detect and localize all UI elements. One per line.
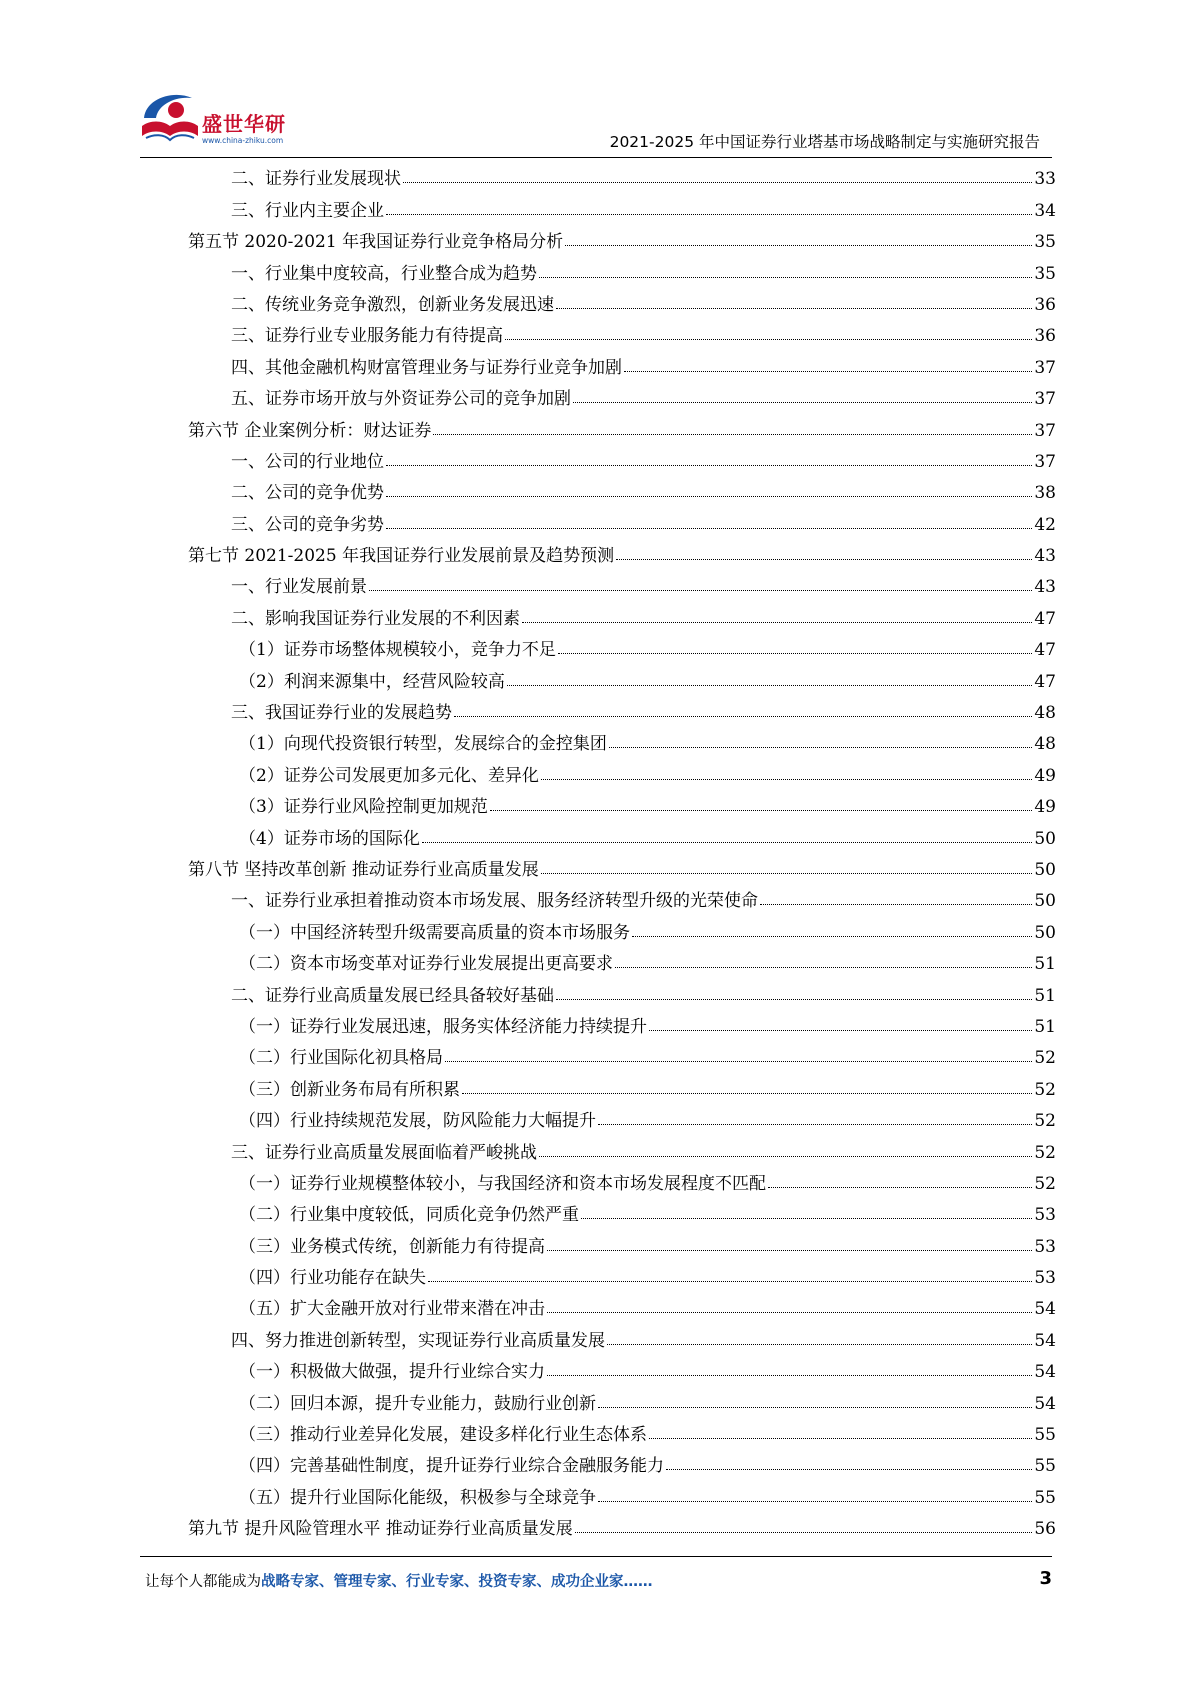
toc-entry[interactable]: [188, 723, 1056, 754]
toc-entry[interactable]: [188, 1288, 1056, 1319]
toc-entry-page: 50: [1034, 828, 1056, 849]
toc-entry-page: 54: [1034, 1393, 1056, 1414]
toc-dot-leader: [768, 1187, 1032, 1188]
toc-entry-page: 35: [1034, 232, 1056, 253]
toc-entry-page: 36: [1034, 294, 1056, 315]
toc-entry[interactable]: [188, 535, 1056, 566]
toc-entry-page: 49: [1034, 765, 1056, 786]
toc-entry-page: 51: [1034, 985, 1056, 1006]
toc-dot-leader: [547, 1312, 1032, 1313]
toc-entry-title: （一）证券行业发展迅速，服务实体经济能力持续提升: [239, 1016, 647, 1037]
toc-dot-leader: [558, 653, 1033, 654]
slogan-highlight: 战略专家、管理专家、行业专家、投资专家、成功企业家……: [261, 1574, 653, 1590]
toc-entry-title: 第九节 提升风险管理水平 推动证券行业高质量发展: [188, 1519, 573, 1540]
toc-dot-leader: [649, 1030, 1032, 1031]
toc-dot-leader: [607, 1344, 1032, 1345]
toc-entry-title: 二、影响我国证券行业发展的不利因素: [231, 608, 520, 629]
toc-entry-page: 37: [1034, 389, 1056, 410]
toc-entry[interactable]: [188, 786, 1056, 817]
toc-entry-title: （2）证券公司发展更加多元化、差异化: [239, 765, 539, 786]
toc-entry-page: 38: [1034, 483, 1056, 504]
toc-dot-leader: [403, 182, 1032, 183]
toc-entry-page: 52: [1034, 1173, 1056, 1194]
toc-entry[interactable]: [188, 1100, 1056, 1131]
toc-entry[interactable]: [188, 660, 1056, 691]
toc-entry-title: 三、证券行业高质量发展面临着严峻挑战: [231, 1142, 537, 1163]
toc-entry[interactable]: [188, 1068, 1056, 1099]
toc-entry[interactable]: [188, 252, 1056, 283]
toc-dot-leader: [598, 1501, 1032, 1502]
toc-dot-leader: [615, 967, 1032, 968]
toc-entry-title: （四）行业功能存在缺失: [239, 1268, 426, 1289]
toc-entry-title: （一）证券行业规模整体较小，与我国经济和资本市场发展程度不匹配: [239, 1173, 766, 1194]
toc-entry[interactable]: [188, 503, 1056, 534]
toc-entry-title: （二）行业集中度较低，同质化竞争仍然严重: [239, 1205, 579, 1226]
toc-entry-title: （五）扩大金融开放对行业带来潜在冲击: [239, 1299, 545, 1320]
toc-entry[interactable]: [188, 849, 1056, 880]
toc-entry-page: 51: [1034, 954, 1056, 975]
toc-dot-leader: [666, 1469, 1032, 1470]
toc-dot-leader: [547, 1250, 1032, 1251]
toc-entry[interactable]: [188, 1163, 1056, 1194]
toc-entry-title: 三、行业内主要企业: [231, 200, 384, 221]
toc-entry[interactable]: [188, 817, 1056, 848]
toc-entry[interactable]: [188, 1131, 1056, 1162]
toc-entry-title: （3）证券行业风险控制更加规范: [239, 797, 488, 818]
toc-entry-title: 四、努力推进创新转型，实现证券行业高质量发展: [231, 1330, 605, 1351]
toc-entry-title: 二、公司的竞争优势: [231, 483, 384, 504]
toc-entry-title: （4）证券市场的国际化: [239, 828, 420, 849]
toc-entry[interactable]: [188, 692, 1056, 723]
toc-entry[interactable]: [188, 1257, 1056, 1288]
toc-entry-title: 三、公司的竞争劣势: [231, 514, 384, 535]
toc-entry-page: 55: [1034, 1487, 1056, 1508]
toc-entry-title: （一）积极做大做强，提升行业综合实力: [239, 1362, 545, 1383]
company-logo: [140, 84, 310, 150]
footer-divider: [140, 1556, 1052, 1557]
footer-slogan: [145, 1570, 653, 1591]
toc-entry-title: （四）行业持续规范发展，防风险能力大幅提升: [239, 1111, 596, 1132]
toc-entry-title: （三）业务模式传统，创新能力有待提高: [239, 1236, 545, 1257]
toc-entry-title: 五、证券市场开放与外资证券公司的竞争加剧: [231, 389, 571, 410]
toc-dot-leader: [422, 842, 1033, 843]
toc-dot-leader: [616, 559, 1032, 560]
toc-entry-title: （三）创新业务布局有所积累: [239, 1079, 460, 1100]
toc-entry-page: 52: [1034, 1111, 1056, 1132]
toc-dot-leader: [541, 779, 1033, 780]
toc-entry[interactable]: [188, 315, 1056, 346]
toc-entry-title: 一、行业集中度较高，行业整合成为趋势: [231, 263, 537, 284]
toc-entry[interactable]: [188, 629, 1056, 660]
toc-entry-title: 四、其他金融机构财富管理业务与证券行业竞争加剧: [231, 357, 622, 378]
toc-entry[interactable]: [188, 597, 1056, 628]
toc-entry-page: 48: [1034, 734, 1056, 755]
toc-entry-title: （1）向现代投资银行转型，发展综合的金控集团: [239, 734, 607, 755]
toc-entry[interactable]: [188, 1319, 1056, 1350]
toc-dot-leader: [454, 716, 1032, 717]
toc-entry-page: 54: [1034, 1330, 1056, 1351]
toc-entry-page: 42: [1034, 514, 1056, 535]
toc-entry-page: 55: [1034, 1425, 1056, 1446]
toc-entry[interactable]: [188, 221, 1056, 252]
toc-entry-title: （2）利润来源集中，经营风险较高: [239, 671, 505, 692]
toc-entry-title: 第七节 2021-2025 年我国证券行业发展前景及趋势预测: [188, 546, 615, 567]
toc-entry-title: 二、证券行业高质量发展已经具备较好基础: [231, 985, 554, 1006]
toc-entry[interactable]: [188, 1476, 1056, 1507]
toc-entry[interactable]: [188, 943, 1056, 974]
toc-entry[interactable]: [188, 1037, 1056, 1068]
toc-entry-title: 一、证券行业承担着推动资本市场发展、服务经济转型升级的光荣使命: [231, 891, 758, 912]
toc-dot-leader: [445, 1061, 1032, 1062]
toc-entry-title: 一、行业发展前景: [231, 577, 367, 598]
page-header: [140, 80, 1052, 158]
toc-entry-title: 二、传统业务竞争激烈，创新业务发展迅速: [231, 294, 554, 315]
toc-entry-title: （二）资本市场变革对证券行业发展提出更高要求: [239, 954, 613, 975]
toc-entry[interactable]: [188, 409, 1056, 440]
toc-entry-title: 一、公司的行业地位: [231, 451, 384, 472]
toc-entry[interactable]: [188, 1225, 1056, 1256]
toc-entry-page: 47: [1034, 608, 1056, 629]
toc-entry-page: 53: [1034, 1268, 1056, 1289]
toc-entry-page: 56: [1034, 1519, 1056, 1540]
toc-entry[interactable]: [188, 1382, 1056, 1413]
report-title: 2021-2025 年中国证券行业塔基市场战略制定与实施研究报告: [609, 133, 1040, 151]
toc-entry-page: 50: [1034, 859, 1056, 880]
toc-entry[interactable]: [188, 880, 1056, 911]
toc-entry-page: 47: [1034, 671, 1056, 692]
toc-entry-page: 36: [1034, 326, 1056, 347]
toc-dot-leader: [386, 465, 1032, 466]
toc-entry-title: （四）完善基础性制度，提升证券行业综合金融服务能力: [239, 1456, 664, 1477]
toc-entry-page: 37: [1034, 420, 1056, 441]
toc-entry-title: 三、我国证券行业的发展趋势: [231, 703, 452, 724]
toc-entry-page: 53: [1034, 1236, 1056, 1257]
toc-entry-title: 第五节 2020-2021 年我国证券行业竞争格局分析: [188, 232, 564, 253]
toc-entry-page: 51: [1034, 1016, 1056, 1037]
toc-entry-page: 35: [1034, 263, 1056, 284]
toc-entry-page: 47: [1034, 640, 1056, 661]
toc-dot-leader: [581, 1218, 1032, 1219]
toc-entry[interactable]: [188, 566, 1056, 597]
toc-entry[interactable]: [188, 1508, 1056, 1539]
toc-dot-leader: [386, 528, 1032, 529]
toc-entry-title: 第八节 坚持改革创新 推动证券行业高质量发展: [188, 859, 539, 880]
toc-entry-page: 52: [1034, 1142, 1056, 1163]
toc-entry-title: 二、证券行业发展现状: [231, 169, 401, 190]
toc-entry-page: 55: [1034, 1456, 1056, 1477]
toc-dot-leader: [565, 245, 1032, 246]
toc-dot-leader: [598, 1124, 1032, 1125]
toc-entry-page: 50: [1034, 891, 1056, 912]
toc-dot-leader: [369, 590, 1032, 591]
toc-entry-page: 54: [1034, 1299, 1056, 1320]
toc-dot-leader: [507, 685, 1033, 686]
toc-dot-leader: [547, 1375, 1032, 1376]
toc-entry-page: 37: [1034, 451, 1056, 472]
toc-dot-leader: [609, 747, 1033, 748]
slogan-prefix: 让每个人都能成为: [145, 1574, 261, 1590]
toc-entry[interactable]: [188, 472, 1056, 503]
toc-entry-title: （五）提升行业国际化能级，积极参与全球竞争: [239, 1487, 596, 1508]
page-number: 3: [1039, 1568, 1052, 1589]
toc-entry-page: 52: [1034, 1048, 1056, 1069]
toc-entry-page: 43: [1034, 577, 1056, 598]
toc-entry-page: 54: [1034, 1362, 1056, 1383]
toc-dot-leader: [624, 371, 1032, 372]
toc-dot-leader: [649, 1438, 1032, 1439]
toc-entry-title: （一）中国经济转型升级需要高质量的资本市场服务: [239, 922, 630, 943]
toc-entry-page: 33: [1034, 169, 1056, 190]
toc-entry-title: 三、证券行业专业服务能力有待提高: [231, 326, 503, 347]
toc-dot-leader: [433, 434, 1032, 435]
toc-dot-leader: [541, 873, 1033, 874]
toc-entry-title: 第六节 企业案例分析：财达证券: [188, 420, 432, 441]
toc-dot-leader: [632, 936, 1032, 937]
toc-dot-leader: [505, 339, 1032, 340]
toc-entry[interactable]: [188, 1006, 1056, 1037]
toc-entry[interactable]: [188, 189, 1056, 220]
toc-entry-page: 37: [1034, 357, 1056, 378]
toc-entry[interactable]: [188, 911, 1056, 942]
toc-dot-leader: [556, 308, 1032, 309]
toc-entry-page: 34: [1034, 200, 1056, 221]
toc-entry-page: 53: [1034, 1205, 1056, 1226]
toc-entry[interactable]: [188, 1414, 1056, 1445]
toc-entry-page: 50: [1034, 922, 1056, 943]
toc-dot-leader: [539, 277, 1032, 278]
toc-dot-leader: [386, 496, 1032, 497]
toc-dot-leader: [575, 1532, 1033, 1533]
toc-dot-leader: [386, 214, 1032, 215]
toc-entry[interactable]: [188, 158, 1056, 189]
toc-dot-leader: [539, 1156, 1032, 1157]
toc-dot-leader: [522, 622, 1032, 623]
toc-entry-page: 48: [1034, 703, 1056, 724]
toc-entry[interactable]: [188, 441, 1056, 472]
toc-entry[interactable]: [188, 378, 1056, 409]
toc-dot-leader: [490, 810, 1033, 811]
toc-dot-leader: [760, 904, 1032, 905]
toc-entry[interactable]: [188, 754, 1056, 785]
toc-dot-leader: [556, 999, 1032, 1000]
logo-emblem-icon: [140, 84, 200, 150]
toc-entry-page: 49: [1034, 797, 1056, 818]
toc-dot-leader: [428, 1281, 1032, 1282]
toc-entry[interactable]: [188, 1445, 1056, 1476]
toc-entry-title: （三）推动行业差异化发展，建设多样化行业生态体系: [239, 1425, 647, 1446]
toc-dot-leader: [573, 402, 1032, 403]
toc-entry[interactable]: [188, 974, 1056, 1005]
toc-entry-page: 52: [1034, 1079, 1056, 1100]
logo-name: 盛世华研: [202, 112, 286, 136]
toc-entry[interactable]: [188, 1194, 1056, 1225]
toc-dot-leader: [462, 1093, 1032, 1094]
toc-entry-title: （1）证券市场整体规模较小，竞争力不足: [239, 640, 556, 661]
toc-entry[interactable]: [188, 346, 1056, 377]
toc-entry[interactable]: [188, 284, 1056, 315]
toc-entry-title: （二）行业国际化初具格局: [239, 1048, 443, 1069]
toc-entry-title: （二）回归本源，提升专业能力，鼓励行业创新: [239, 1393, 596, 1414]
logo-url: www.china-zhiku.com: [202, 136, 284, 145]
toc-dot-leader: [598, 1407, 1032, 1408]
toc-entry[interactable]: [188, 1351, 1056, 1382]
table-of-contents: [188, 158, 1056, 1539]
toc-entry-page: 43: [1034, 546, 1056, 567]
